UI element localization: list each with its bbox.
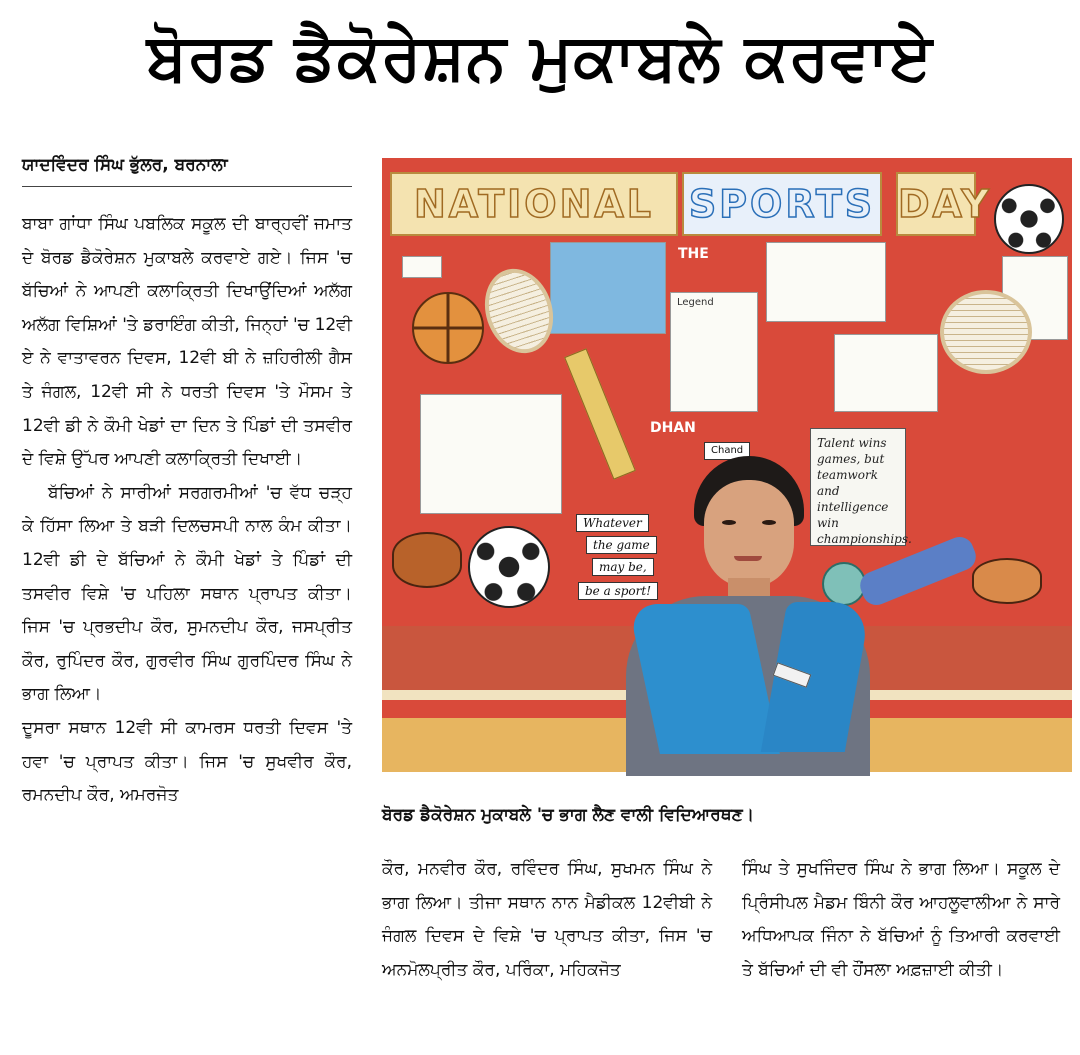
quote-line: be a sport! <box>578 582 658 600</box>
soccer-ball-icon <box>468 526 550 608</box>
article-paragraph: ਦੂਸਰਾ ਸਥਾਨ 12ਵੀ ਸੀ ਕਾਮਰਸ ਧਰਤੀ ਦਿਵਸ 'ਤੇ ਹਵਾ 'ਚ ਪ੍ਰਾਪਤ ਕੀਤਾ। ਜਿਸ 'ਚ ਸੁਖਵੀਰ ਕੌਰ, ਰਮਨਦੀਪ ਕੌਰ, ਅਮਰਜੋਤ <box>22 717 352 806</box>
soccer-ball-icon <box>994 184 1064 254</box>
legend-label: Legend <box>677 297 714 308</box>
rugby-ball-icon <box>392 532 462 588</box>
board-text-the: THE <box>678 246 709 262</box>
article-paragraph: ਕੌਰ, ਮਨਵੀਰ ਕੌਰ, ਰਵਿੰਦਰ ਸਿੰਘ, ਸੁਖਮਨ ਸਿੰਘ ਨੇ ਭਾਗ ਲਿਆ। ਤੀਜਾ ਸਥਾਨ ਨਾਨ ਮੈਡੀਕਲ 12ਵੀਬੀ ਨੇ ਜੰਗਲ ਦਿਵਸ ਦੇ ਵਿਸ਼ੇ 'ਚ ਪ੍ਰਾਪਤ ਕੀਤਾ, ਜਿਸ 'ਚ ਅਨਮੋਲਪ੍ਰੀਤ ਕੌਰ, ਪਰਿੰਕਾ, ਮਹਿਕਜੋਤ <box>382 859 712 980</box>
eye-icon <box>722 520 736 525</box>
flag-poster <box>834 334 938 412</box>
student-mouth <box>734 556 762 561</box>
racket-icon <box>940 290 1032 374</box>
byline-rule <box>22 186 352 187</box>
portrait-poster <box>670 292 758 412</box>
article-paragraph: ਬੱਚਿਆਂ ਨੇ ਸਾਰੀਆਂ ਸਰਗਰਮੀਆਂ 'ਚ ਵੱਧ ਚੜ੍ਹ ਕੇ ਹਿੱਸਾ ਲਿਆ ਤੇ ਬੜੀ ਦਿਲਚਸਪੀ ਨਾਲ ਕੰਮ ਕੀਤਾ। 12ਵੀ ਡੀ ਦੇ ਬੱਚਿਆਂ ਨੇ ਕੌਮੀ ਖੇਡਾਂ ਤੇ ਪਿੰਡਾਂ ਦੀ ਤਸਵੀਰ ਵਿਸ਼ੇ 'ਚ ਪਹਿਲਾ ਸਥਾਨ ਪ੍ਰਾਪਤ ਕੀਤਾ। ਜਿਸ 'ਚ ਪ੍ਰਭਦੀਪ ਕੌਰ, ਸੁਮਨਦੀਪ ਕੌਰ, ਜਸਪ੍ਰੀਤ ਕੌਰ, ਰੁਪਿੰਦਰ ਕੌਰ, ਗੁਰਵੀਰ ਸਿੰਘ ਗੁਰਪਿੰਦਰ ਸਿੰਘ ਨੇ ਭਾਗ ਲਿਆ। <box>22 482 352 705</box>
article-paragraph: ਬਾਬਾ ਗਾਂਧਾ ਸਿੰਘ ਪਬਲਿਕ ਸਕੂਲ ਦੀ ਬਾਰ੍ਹਵੀਂ ਜਮਾਤ ਦੇ ਬੋਰਡ ਡੈਕੋਰੇਸ਼ਨ ਮੁਕਾਬਲੇ ਕਰਵਾਏ ਗਏ। ਜਿਸ 'ਚ ਬੱਚਿਆਂ ਨੇ ਆਪਣੀ ਕਲਾਕ੍ਰਿਤੀ ਦਿਖਾਉਂਦਿਆਂ ਅਲੱਗ ਅਲੱਗ ਵਿਸ਼ਿਆਂ 'ਤੇ ਡਰਾਇੰਗ ਕੀਤੀ, ਜਿਨ੍ਹਾਂ 'ਚ 12ਵੀ ਏ ਨੇ ਵਾਤਾਵਰਨ ਦਿਵਸ, 12ਵੀ ਬੀ ਨੇ ਜ਼ਹਿਰੀਲੀ ਗੈਸ ਤੇ ਜੰਗਲ, 12ਵੀ ਸੀ ਨੇ ਧਰਤੀ ਦਿਵਸ 'ਤੇ ਮੌਸਮ ਤੇ 12ਵੀ ਡੀ ਨੇ ਕੌਮੀ ਖੇਡਾਂ ਦਾ ਦਿਨ ਤੇ ਪਿੰਡਾਂ ਦੀ ਤਸਵੀਰ ਦੇ ਵਿਸ਼ੇ ਉੱਪਰ ਆਪਣੀ ਕਲਾਕ੍ਰਿਤੀ ਦਿਖਾਈ। <box>22 214 352 470</box>
athlete-poster <box>550 242 666 334</box>
byline: ਯਾਦਵਿੰਦਰ ਸਿੰਘ ਭੁੱਲਰ, ਬਰਨਾਲਾ <box>22 155 228 175</box>
eye-icon <box>762 520 776 525</box>
sports-collage-poster <box>420 394 562 514</box>
rugby-ball-icon <box>972 558 1042 604</box>
basketball-icon <box>412 292 484 364</box>
article-paragraph: ਸਿੰਘ ਤੇ ਸੁਖਜਿੰਦਰ ਸਿੰਘ ਨੇ ਭਾਗ ਲਿਆ। ਸਕੂਲ ਦੇ ਪ੍ਰਿੰਸੀਪਲ ਮੈਡਮ ਬਿੰਨੀ ਕੌਰ ਆਹਲੂਵਾਲੀਆ ਨੇ ਸਾਰੇ ਅਧਿਆਪਕ ਜਿੰਨਾ ਨੇ ਬੱਚਿਆਂ ਨੂੰ ਤਿਆਰੀ ਕਰਵਾਈ ਤੇ ਬੱਚਿਆਂ ਦੀ ਵੀ ਹੌਂਸਲਾ ਅਫ਼ਜ਼ਾਈ ਕੀਤੀ। <box>742 859 1060 980</box>
text-poster <box>766 242 886 322</box>
banner-word-sports: SPORTS <box>682 172 882 236</box>
board-text-dhan: DHAN <box>650 420 696 436</box>
chand-label: Chand <box>704 442 750 460</box>
article-column-2 <box>382 853 712 1048</box>
quote-line: may be, <box>592 558 654 576</box>
quote-line: Whatever <box>576 514 649 532</box>
small-card <box>402 256 442 278</box>
quote-note: Talent wins games, but teamwork and intelligence win championships. <box>810 428 906 546</box>
article-column-1 <box>22 208 352 1048</box>
news-photo <box>382 158 1072 772</box>
quote-line: the game <box>586 536 657 554</box>
banner-word-national: NATIONAL <box>390 172 678 236</box>
banner-word-day: DAY <box>896 172 976 236</box>
article-column-3 <box>742 853 1060 1048</box>
student-face <box>704 480 794 588</box>
photo-caption: ਬੋਰਡ ਡੈਕੋਰੇਸ਼ਨ ਮੁਕਾਬਲੇ 'ਚ ਭਾਗ ਲੈਣ ਵਾਲੀ ਵਿਦਿਆਰਥਣ। <box>382 805 755 825</box>
headline: ਬੋਰਡ ਡੈਕੋਰੇਸ਼ਨ ਮੁਕਾਬਲੇ ਕਰਵਾਏ <box>146 21 934 95</box>
cricket-bat-icon <box>564 348 636 479</box>
